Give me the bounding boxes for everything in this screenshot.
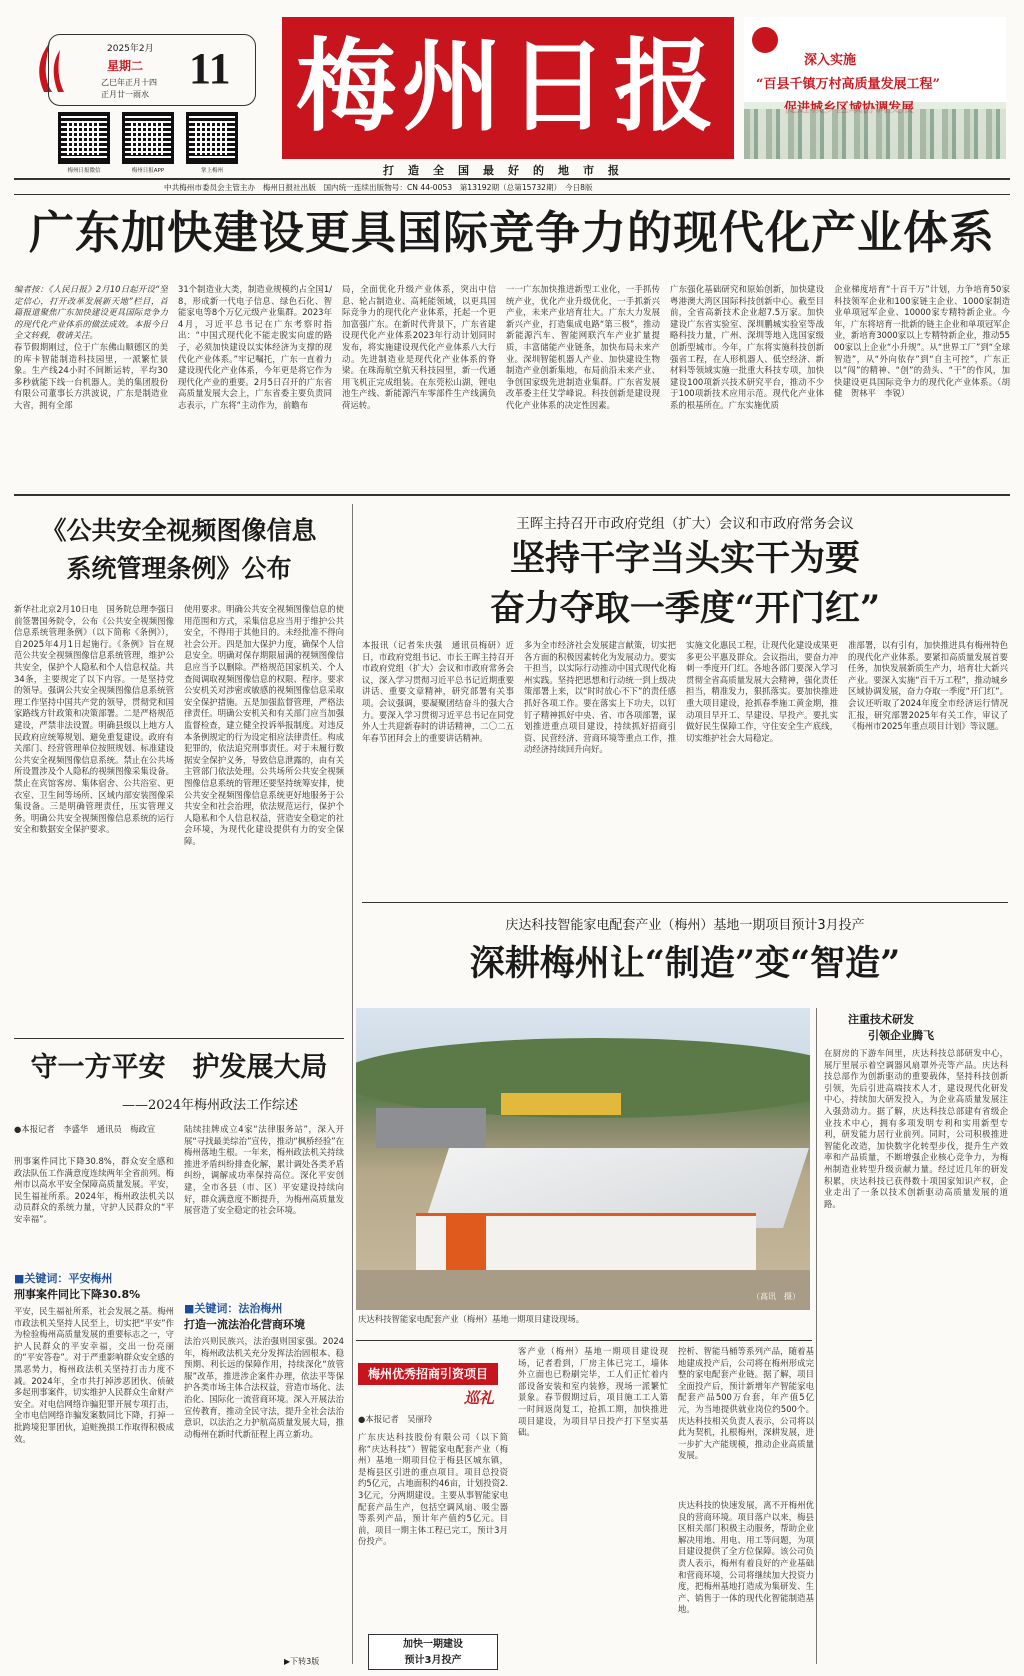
city-skyline-illustration bbox=[744, 109, 1006, 159]
promo-banner bbox=[744, 17, 1006, 159]
story-headline bbox=[14, 512, 344, 588]
headline-line-2: 系统管理条例》公布 bbox=[66, 554, 292, 583]
subhead-text: 打造一流法治化营商环境 bbox=[184, 1318, 305, 1331]
lead-column-6: 企业梯度培育“十百千万”计划，力争培育50家科技领军企业和100家链主企业、1000家制造业单项冠军企业、10000家专精特新企业。今年，广东将培育一批新的链主企业和单项冠军企业，新培育3000家以上专精特新企业，推动5500家以上企业“小升规”。从“世界工厂”到“全球智造”，从“外向依存”到“自主可控”，广东正以“闯”的精神、“创”的劲头、“干”的作风，加快建设更具国际竞争力的现代化产业体系。（胡健 贺林平 李锐） bbox=[834, 284, 1010, 399]
side-subhead-line-2: 引领企业腾飞 bbox=[868, 1029, 934, 1042]
masthead-divider bbox=[14, 178, 1010, 180]
column-divider bbox=[816, 1008, 817, 1664]
subhead-line-2: 预计3月投产 bbox=[404, 1655, 462, 1666]
publication-info: 中共梅州市委员会主管主办 梅州日报社出版 国内统一连续出版物号：CN 44-0053 第13192期（总第15732期） 今日8版 bbox=[164, 183, 593, 192]
side-subhead-line-1: 注重技术研发 bbox=[848, 1013, 914, 1026]
investment-series-banner bbox=[358, 1363, 498, 1409]
continued-note: ▶下转3版 bbox=[284, 1657, 320, 1666]
qr-code-icon bbox=[122, 112, 174, 164]
photo-credit: （高讯 摄） bbox=[752, 1292, 800, 1301]
date-box bbox=[48, 34, 256, 106]
lunar-date-2: 正月廿一雨水 bbox=[101, 90, 149, 99]
lunar-date: 乙巳年正月十四 bbox=[101, 78, 157, 87]
subhead-keyword: ■关键词：法治梅州 bbox=[184, 1302, 283, 1315]
divider bbox=[14, 194, 1010, 195]
story-column: 准部署，以有引有，加快推进具有梅州特色的现代化产业体系。要紧扣高质量发展首要任务，加快发展新质生产力，培育壮大新兴产业。要深入实施“百千万工程”，推动城乡区域协调发展，奋力夺取一季度“开门红”。会议还听取了2024年度全市经济运行情况汇报，研究部署2025年有关工作，审议了《梅州市2025年重点项目计划》等议题。 bbox=[848, 640, 1008, 732]
lead-column-3: 局，全面优化升级产业体系，突出中信息、轮占制造业、高耗能领域，以更具国际竞争力的现代化产业体系，托起一个更加富强广东。在新时代背景下，广东省建设现代化产业体系2023年行动计划同时发布，将实施建设现代化产业体系八大行动。先进制造业是现代化产业体系的脊梁。在珠海航空航天科技园里，新一代通用飞机正完成组装。在东莞松山湖，锂电池生产线、新能源汽车零部件生产线满负荷运转。 bbox=[342, 284, 496, 410]
subhead-box bbox=[368, 1634, 498, 1670]
headline-line-2: 奋力夺取一季度“开门红” bbox=[489, 588, 881, 629]
story-column: 平安，民生福祉所系，社会发展之基。梅州市政法机关坚持人民至上，切实把“平安”作为检验梅州高质量发展的重要标志之一，守护人民群众的平安幸福，交出一份亮丽的“平安答卷”。对于严重影响群众安全感的黑恶势力，梅州政法机关坚持打击力度不减。2024年，全市共打掉涉恶团伙、侦破多起刑事案件，切实维护人民群众生命财产安全。对电信网络诈骗犯罪开展专项打击，全市电信网络诈骗发案数同比下降，打掉一批跨境犯罪团伙，追赃挽损工作取得积极成效。 bbox=[14, 1306, 174, 1444]
subhead bbox=[14, 1270, 174, 1302]
story-headline bbox=[362, 534, 1008, 634]
story-column: 新华社北京2月10日电 国务院总理李强日前签署国务院令，公布《公共安全视频图像信息系统管理条例》（以下简称《条例》），自2025年4月1日起施行。《条例》旨在规范公共安全视频图像信息系统管理，维护公共安全，保护个人隐私和个人信息权益。共34条，主要规定了以下内容。一是坚持党的领导。强调公共安全视频图像信息系统管理工作坚持中国共产党的领导，贯彻党和国家路线方针政策和决策部署。二是严格规范建设，严禁非法设置。明确县级以上地方人民政府应统筹规划、避免重复建设。政府有关部门、经营管理单位按照规划、标准建设公共安全视频图像信息系统。禁止在公共场所设置涉及个人隐私的视频图像采集设备。禁止在宾馆客房、集体宿舍、公共浴室、更衣室、卫生间等场所、区域内部安装图像采集设备。三是明确管理责任，压实管理义务。明确公共安全视频图像信息系统的运行安全和数据安全保护要求。 bbox=[14, 604, 174, 835]
divider bbox=[14, 1038, 344, 1039]
story-kicker: 王晖主持召开市政府党组（扩大）会议和市政府常务会议 bbox=[516, 516, 854, 532]
lead-column-2: 31个制造业大类，制造业规模约占全国1/8，形成新一代电子信息、绿色石化、智能家电等8个万亿元级产业集群。2023年4月，习近平总书记在广东考察时指出：“中国式现代化不能走脱实向虚的路子，必须加快建设以实体经济为支撑的现代化产业体系。”牢记嘱托，广东一直着力建设现代化产业体系，今年更是将它作为现代化产业的重要。2月5日召开的广东省高质量发展大会上，广东省委主要负责同志表示，广东将“主动作为，前瞻布 bbox=[178, 284, 332, 410]
date-year-month: 2025年2月 bbox=[107, 44, 154, 54]
story-headline: 守一方平安 护发展大局 bbox=[30, 1052, 328, 1083]
factory-aerial-photo bbox=[356, 1008, 810, 1310]
lead-column-1 bbox=[14, 284, 168, 484]
masthead bbox=[282, 17, 734, 159]
story-column: 控析、智能马桶等系列产品，随着基地建成投产后，公司将在梅州形成完整的家电配套产业链。据了解，项目全面投产后，预计新增年产智能家电配套产品500万台套，年产值5亿元，为当地提供就业岗位约500个。庆达科技相关负责人表示，公司将以此为契机，扎根梅州，深耕发展，进一步扩大产能规模，推动企业高质量发展。 bbox=[678, 1346, 814, 1461]
story-column: 使用要求。明确公共安全视频图像信息的使用范围和方式，采集信息应当用于维护公共安全，不得用于其他目的。未经批准不得向社会公开。四是加大保护力度，确保个人信息安全。明确对保存期限届满的视频图像信息应当予以删除。严格规范国家机关、个人查阅调取视频图像信息的权限、程序。要求公安机关对涉密或敏感的视频图像信息采取安全保护措施。五是加强监督管理，严格法律责任。明确公安机关和有关部门应当加强监督检查，建立健全投诉举报制度。对违反本条例规定的行为设定相应法律责任。构成犯罪的，依法追究刑事责任。对于未履行数据安全保护义务，导致信息泄露的，由有关主管部门依法处理。公共场所公共安全视频图像信息系统的管理还要坚持统筹安排，使公共安全视频图像信息系统更好地服务于公共安全和社会治理，依法规范运行，保护个人隐私和个人信息权益，营造安全稳定的社会环境，为现代化建设提供有力的安全保障。 bbox=[184, 604, 344, 846]
story-column: 庆达科技的快速发展，离不开梅州优良的营商环境。项目落户以来，梅县区相关部门积极主动服务，帮助企业解决用地、用电、用工等问题，为项目建设提供了全方位保障。该公司负责人表示，梅州有着良好的产业基础和营商环境，公司将继续加大投资力度，把梅州基地打造成为集研发、生产、销售于一体的现代化智能制造基地。 bbox=[678, 1500, 814, 1615]
subhead-line-1: 加快一期建设 bbox=[403, 1639, 463, 1650]
qr-caption: 掌上梅州 bbox=[200, 168, 223, 174]
qr-caption: 梅州日报微信 bbox=[67, 168, 101, 174]
qr-caption: 梅州日报APP bbox=[131, 168, 165, 174]
story-column: 广东庆达科技股份有限公司（以下简称“庆达科技”）智能家电配套产业（梅州）基地一期项目位于梅县区城东镇，是梅县区引进的重点项目。项目总投资约5亿元，占地面积约46亩，计划投资2.3亿元，分两期建设。主要从事智能家电配套产品生产，包括空调风扇、吸尘器等系列产品，预计年产值约5亿元。目前，项目一期主体工程已完工，预计3月份投产。 bbox=[358, 1432, 508, 1547]
story-column: 陆续挂牌成立4家“法律服务站”，深入开展“寻找最美综治”宣传，推动“枫桥经验”在梅州落地生根。一年来，梅州政法机关持续推进矛盾纠纷排查化解，累计调处各类矛盾纠纷，调解成功率保持高位。深化平安创建，全市各县（市、区）平安建设持续向好，群众满意度不断提升，为梅州高质量发展营造了安全稳定的社会环境。 bbox=[184, 1124, 344, 1216]
editor-note: 编者按：《人民日报》2月10日起开设“坚定信心，打开改革发展新天地”栏目，首篇报道聚焦广东加快建设更具国际竞争力的现代化产业体系的做法成效。本报今日全文转载，敬请关注。 bbox=[14, 284, 168, 341]
qr-code-icon bbox=[58, 112, 110, 164]
subhead-keyword: ■关键词：平安梅州 bbox=[14, 1272, 113, 1285]
story-column: 客产业（梅州）基地一期项目建设现场，记者看到，厂房主体已完工，墙体外立面也已粉刷完毕，工人们正忙着内部设备安装和室内装修，现场一派繁忙景象。春节假期过后，项目施工工人第一时间返岗复工，抢抓工期，加快推进项目建设，为项目早日投产打下坚实基础。 bbox=[518, 1346, 668, 1438]
date-weekday: 星期二 bbox=[107, 59, 144, 73]
story-column: 在厨房的下游车间里，庆达科技总部研发中心，展厅里展示着空调器风扇罩外壳等产品。庆达科技总部作为创新驱动的重要载体，坚持科技创新引领，先后引进高端技术人才，建设现代化研发中心，持续加大研发投入，为企业高质量发展注入强劲动力。据了解，庆达科技总部建有省级企业技术中心，拥有多项发明专利和实用新型专利，研发能力居行业前列。同时，公司积极推进智能化改造，加快数字化转型步伐，提升生产效率和产品质量，不断增强企业核心竞争力，为梅州制造业转型升级贡献力量。经过近几年的研发积累，庆达科技已获得数十项国家知识产权，企业走出了一条以技术创新驱动高质量发展的道路。 bbox=[824, 1048, 1008, 1209]
subhead-text: 刑事案件同比下降30.8% bbox=[14, 1288, 141, 1301]
story-column: 刑事案件同比下降30.8%，群众安全感和政法队伍工作满意度连续两年全省前列。梅州市以高水平安全保障高质量发展。平安，民生福祉所系。2024年，梅州政法机关以动员群众的系统力量，守护人民群众的“平安幸福”。 bbox=[14, 1156, 174, 1224]
story-kicker: 庆达科技智能家电配套产业（梅州）基地一期项目预计3月投产 bbox=[505, 918, 865, 933]
promo-line-2: “百县千镇万村高质量发展工程” bbox=[756, 77, 940, 92]
story-subtitle: ——2024年梅州政法工作综述 bbox=[121, 1098, 299, 1113]
lead-column-4: 一一广东加快推进新型工业化，一手抓传统产业，优化产业升级优化，一手抓新兴产业，未来产业培育壮大。广东大力发展新兴产业，打造集成电路“第三极”，推动新能源汽车、智能网联汽车产业扩量提质，丰富储能产业链条，加快布局未来产业。深圳智能机器人产业、加快建设生物制造产业创新集地，布局前沿未来产业、争创国家级先进制造业集群。广东省发展改革委主任艾学峰说。科技创新是建设现代化产业体系的决定性因素。 bbox=[506, 284, 660, 410]
lead-text: 春节假期刚过，位于广东佛山顺德区的美的库卡智能制造科技园里，一派繁忙景象。生产线24小时不间断运转，平均30多秒就能下线一台机器人。美的集团股份有限公司董事长方洪波说，广东是制造业大省，拥有全部 bbox=[14, 341, 168, 410]
banner-title: 梅州优秀招商引资项目 bbox=[358, 1363, 498, 1385]
section-divider bbox=[14, 494, 1010, 496]
story-column: 多为全市经济社会发展建言献策，切实把各方面的积极因素转化为发展动力。要实干担当，以实际行动推动中国式现代化梅州实践。坚持把思想和行动统一到上级决策部署上来，以“时时放心不下”的责任感抓好各项工作。要在落实上下功夫，以钉钉子精神抓好中央、省、市各项部署，谋划推进重点项目建设，持续抓好招商引资、民营经济、营商环境等重点工作，推动经济持续回升向好。 bbox=[524, 640, 676, 755]
headline-line-1: 坚持干字当头实干为要 bbox=[509, 538, 860, 579]
date-day: 11 bbox=[189, 44, 231, 93]
story-column: 实施文化惠民工程，让现代化建设成果更多更公平惠及群众。会议指出，要奋力冲刺一季度开门红。各地各部门要深入学习贯彻全省高质量发展大会精神，强化责任担当，精准发力，狠抓落实。要加快推进重大项目建设，抢抓春季施工黄金期，推动项目早开工、早建设、早投产。要扎实做好民生保障工作，守住安全生产底线，切实维护社会大局稳定。 bbox=[686, 640, 838, 743]
masthead-title: 梅州日报 bbox=[296, 27, 720, 145]
qr-code-icon bbox=[186, 112, 238, 164]
story-column: 本报讯（记者朱庆强 通讯员梅研）近日，市政府党组书记、市长王晖主持召开市政府党组（扩大）会议和市政府常务会议，深入学习贯彻习近平总书记近期重要讲话、重要文章精神，研究部署有关事项。会议强调，要凝聚团结奋斗的强大合力。要深入学习贯彻习近平总书记在同党外人士共迎新春时的讲话精神，二〇二五年春节团拜会上的重要讲话精神。 bbox=[362, 640, 514, 743]
side-subhead bbox=[824, 1012, 1008, 1044]
masthead-slogan: 打造全国最好的地市报 bbox=[383, 164, 633, 177]
photo-caption: 庆达科技智能家电配套产业（梅州）基地一期项目建设现场。 bbox=[358, 1314, 585, 1324]
headline-line-1: 《公共安全视频图像信息 bbox=[41, 516, 317, 545]
divider bbox=[356, 1340, 812, 1341]
story-column: 法治兴则民族兴，法治强则国家强。2024年，梅州政法机关充分发挥法治固根本、稳预期、利长远的保障作用，持续深化“放管服”改革，推进涉企案件办理，依法平等保护各类市场主体合法权益，营造市场化、法治化、国际化一流营商环境。深入开展法治宣传教育，推动全民守法，提升全社会法治意识，以法治之力护航高质量发展大局，推动梅州在新时代新征程上再立新功。 bbox=[184, 1336, 344, 1439]
lead-headline: 广东加快建设更具国际竞争力的现代化产业体系 bbox=[28, 206, 995, 259]
lead-column-5: 广东强化基础研究和原始创新，加快建设粤港澳大湾区国际科技创新中心。截至目前，全省高新技术企业超7.5万家。加快建设广东省实验室、深圳鹏城实验室等战略科技力量，广州、深圳等地入选国家级创新型城市。今年，广东将实施科技创新强省工程，在人形机器人、低空经济、新材料等领域实施一批重大科技专项，加快建设100项新兴技术研究平台，推动不少于100项新技术应用示范。现代化产业体系的根基所在。广东实施优质 bbox=[670, 284, 824, 410]
emblem-icon bbox=[752, 27, 778, 53]
divider bbox=[362, 902, 1008, 903]
promo-line-1: 深入实施 bbox=[804, 53, 857, 68]
story-headline: 深耕梅州让“制造”变“智造” bbox=[469, 943, 901, 984]
story-byline: ●本报记者 吴丽玲 bbox=[358, 1414, 433, 1424]
subhead bbox=[184, 1300, 344, 1332]
banner-sub: 巡礼 bbox=[463, 1389, 494, 1407]
story-byline: ●本报记者 李盛华 通讯员 梅政宣 bbox=[14, 1124, 156, 1134]
column-divider bbox=[352, 504, 353, 1664]
